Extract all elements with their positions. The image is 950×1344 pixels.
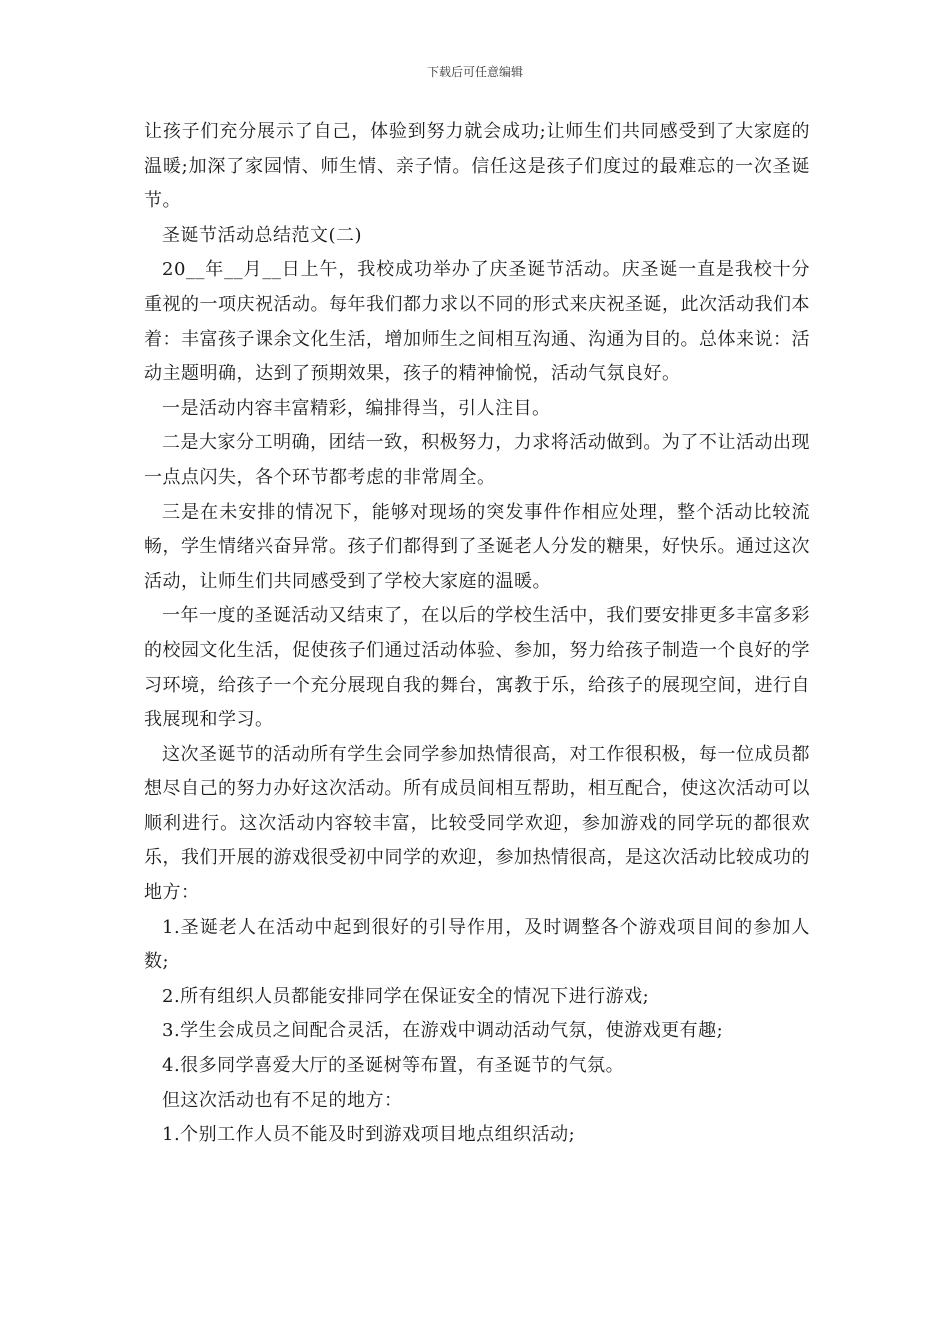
list-item: 1.圣诞老人在活动中起到很好的引导作用，及时调整各个游戏项目间的参加人数; (144, 916, 810, 973)
list-item: 1.个别工作人员不能及时到游戏项目地点组织活动; (162, 1124, 576, 1146)
paragraph: 一是活动内容丰富精彩，编排得当，引人注目。 (162, 397, 551, 419)
list-item: 4.很多同学喜爱大厅的圣诞树等布置，有圣诞节的气氛。 (162, 1055, 625, 1077)
paragraph: 20__年__月__日上午，我校成功举办了庆圣诞节活动。庆圣诞一直是我校十分重视的一项庆祝活动。每年我们都力求以不同的形式来庆祝圣诞，此次活动我们本着：丰富孩子课余文化生活，增加师生之间相互沟通、沟通为目的。总体来说：活动主题明确，达到了预期效果，孩子的精神愉悦，活动气氛良好。 (144, 259, 810, 385)
paragraph: 但这次活动也有不足的地方： (162, 1089, 403, 1111)
paragraph: 二是大家分工明确，团结一致，积极努力，力求将活动做到。为了不让活动出现一点点闪失，各个环节都考虑的非常周全。 (144, 432, 810, 488)
document-body (144, 115, 810, 1153)
list-item: 2.所有组织人员都能安排同学在保证安全的情况下进行游戏; (162, 985, 650, 1007)
list-item: 3.学生会成员之间配合灵活，在游戏中调动活动气氛，使游戏更有趣; (162, 1020, 724, 1042)
paragraph: 让孩子们充分展示了自己，体验到努力就会成功;让师生们共同感受到了大家庭的温暖;加深了家园情、师生情、亲子情。信任这是孩子们度过的最难忘的一次圣诞节。 (144, 121, 810, 212)
section-heading: 圣诞节活动总结范文(二) (162, 224, 363, 246)
paragraph: 一年一度的圣诞活动又结束了，在以后的学校生活中，我们要安排更多丰富多彩的校园文化生活，促使孩子们通过活动体验、参加，努力给孩子制造一个良好的学习环境，给孩子一个充分展现自我的舞台，寓教于乐，给孩子的展现空间，进行自我展现和学习。 (144, 605, 810, 731)
paragraph: 三是在未安排的情况下，能够对现场的突发事件作相应处理，整个活动比较流畅，学生情绪兴奋异常。孩子们都得到了圣诞老人分发的糖果，好快乐。通过这次活动，让师生们共同感受到了学校大家庭的温暖。 (144, 501, 810, 592)
paragraph: 这次圣诞节的活动所有学生会同学参加热情很高，对工作很积极，每一位成员都想尽自己的努力办好这次活动。所有成员间相互帮助，相互配合，使这次活动可以顺利进行。这次活动内容较丰富，比较受同学欢迎，参加游戏的同学玩的都很欢乐，我们开展的游戏很受初中同学的欢迎，参加热情很高，是这次活动比较成功的地方： (144, 743, 810, 904)
page-header: 下载后可任意编辑 (426, 65, 523, 79)
